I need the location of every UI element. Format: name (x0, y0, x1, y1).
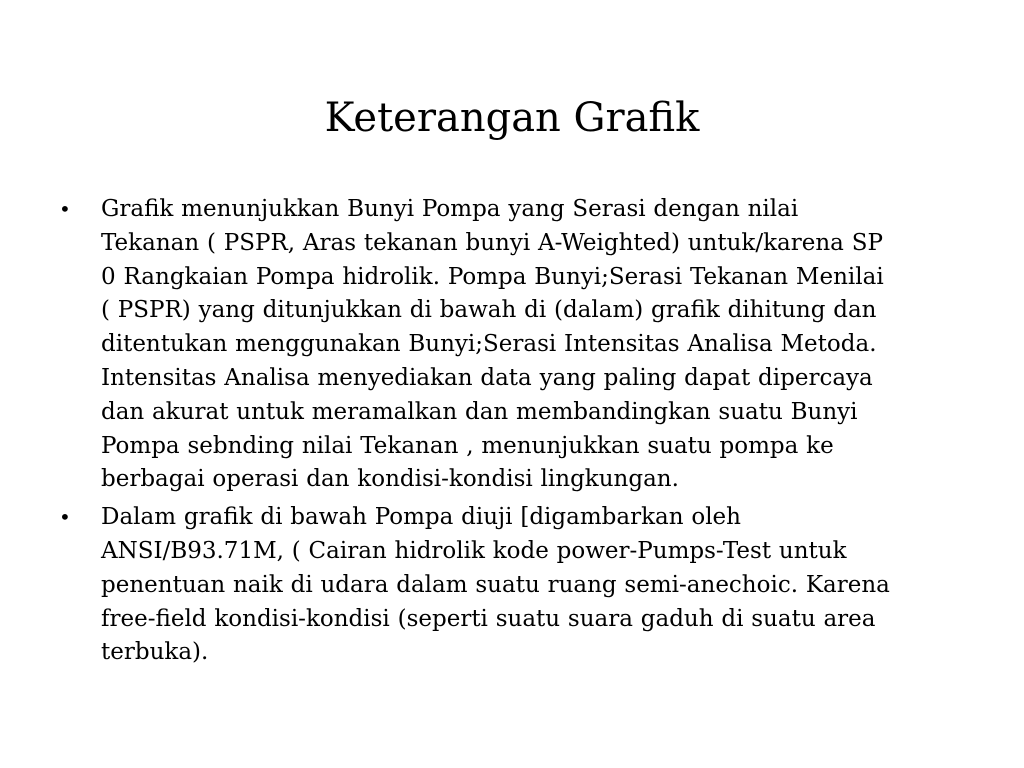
bullet-text: Grafik menunjukkan Bunyi Pompa yang Serasi dengan nilai Tekanan ( PSPR, Aras tekanan bunyi A-Weighted) untuk/karena SP 0 Rangkaian Pompa hidrolik. Pompa Bunyi;Serasi Tekanan Menilai ( PSPR) yang ditunjukkan di bawah di (dalam) grafik dihitung dan ditentukan menggunakan Bunyi;Serasi Intensitas Analisa Metoda. Intensitas Analisa menyediakan data yang paling dapat dipercaya dan akurat untuk meramalkan dan membandingkan suatu Bunyi Pompa sebnding nilai Tekanan , menunjukkan suatu pompa ke berbagai operasi dan kondisi-kondisi lingkungan. (101, 196, 884, 493)
bullet-icon: • (59, 505, 71, 530)
bullet-icon: • (59, 197, 71, 221)
bullet-item (55, 501, 965, 670)
bullet-item (55, 193, 965, 497)
bullet-text: Dalam grafik di bawah Pompa diuji [digambarkan oleh ANSI/B93.71M, ( Cairan hidrolik kode power-Pumps-Test untuk penentuan naik di udara dalam suatu ruang semi-anechoic. Karena free-field kondisi-kondisi (seperti suatu suara gaduh di suatu area terbuka). (101, 504, 890, 666)
slide-title: Keterangan Grafik (324, 95, 700, 141)
bullet-list (55, 193, 965, 674)
